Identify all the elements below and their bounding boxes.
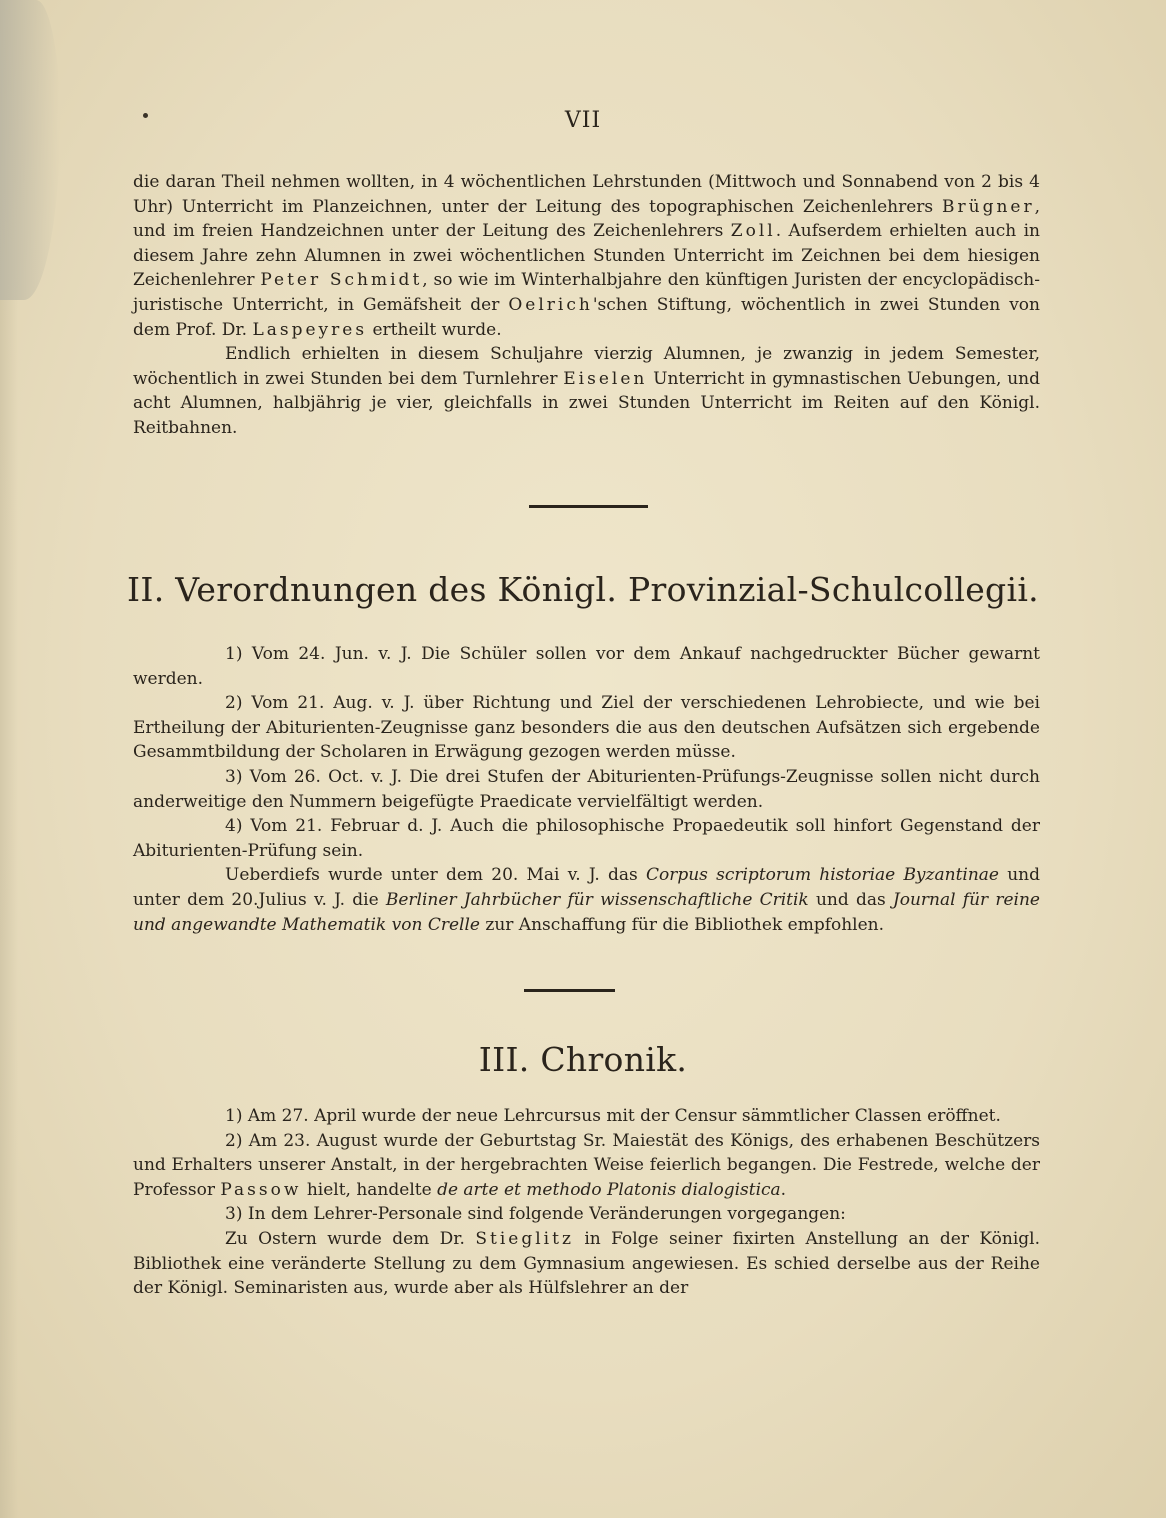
- page-number: VII: [564, 108, 602, 133]
- section-3-heading: III. Chronik.: [478, 1040, 688, 1079]
- person-name: Oelrich: [508, 294, 593, 315]
- chronicle-item: 1) Am 27. April wurde der neue Lehrcursus mit der Censur sämmtlicher Classen eröffnet.: [225, 1106, 1001, 1126]
- intro-text: [133, 170, 1040, 441]
- intro-paragraph-1: die daran Theil nehmen wollten, in 4 wöchentlichen Lehrstunden (Mittwoch und Sonnabend von 2 bis 4 Uhr) Unterricht im Planzeichnen, unter der Leitung des topographischen Zeichenlehrers Brügner, und im freien Handzeichnen unter der Leitung des Zeichenlehrers Zoll. Aufserdem erhielten auch in diesem Jahre zehn Alumnen in zwei wöchentlichen Stunden Unterricht im Zeichnen bei dem hiesigen Zeichenlehrer Peter Schmidt, so wie im Winterhalbjahre den künftigen Juristen der encyclopädisch-juristische Unterricht, in Gemäfsheit der Oelrich'schen Stiftung, wöchentlich in zwei Stunden von dem Prof. Dr. Laspeyres ertheilt wurde.: [133, 172, 1041, 340]
- decree-item: 4) Vom 21. Februar d. J. Auch die philosophische Propaedeutik soll hinfort Gegenstand der Abiturienten-Prüfung sein.: [133, 816, 1040, 861]
- person-name: Laspeyres: [252, 319, 368, 340]
- section-2-heading: II. Verordnungen des Königl. Provinzial-Schulcollegii.: [127, 570, 1039, 609]
- chronicle-item-text: Zu Ostern wurde dem Dr. Stieglitz in Folge seiner fixirten Anstellung an der Königl. Bibliothek eine veränderte Stellung zu dem Gymnasium angewiesen. Es schied derselbe aus der Reihe der Königl. Seminaristen aus, wurde aber als Hülfslehrer an der: [133, 1228, 1040, 1299]
- chronicle-item: 2) Am 23. August wurde der Geburtstag Sr. Maiestät des Königs, des erhabenen Beschützers und Erhalters unserer Anstalt, in der hergebrachten Weise feierlich begangen. Die Festrede, welche der Professor Passow hielt, handelte de arte et methodo Platonis dialogistica.: [133, 1130, 1040, 1200]
- page-stain: [0, 0, 60, 300]
- person-name: Eiselen: [563, 368, 648, 389]
- section-divider: [529, 505, 648, 508]
- person-name: Brügner: [942, 196, 1035, 217]
- decree-item: 1) Vom 24. Jun. v. J. Die Schüler sollen vor dem Ankauf nachgedruckter Bücher gewarnt werden.: [133, 644, 1040, 689]
- decree-item: 3) Vom 26. Oct. v. J. Die drei Stufen der Abiturienten-Prüfungs-Zeugnisse sollen nicht durch anderweitige den Nummern beigefügte Praedicate vervielfältigt werden.: [133, 766, 1040, 812]
- page-edge-stain: [0, 300, 18, 1518]
- section-divider: [524, 989, 615, 992]
- decree-closing: Ueberdiefs wurde unter dem 20. Mai v. J. das Corpus scriptorum historiae Byzantinae und unter dem 20.Julius v. J. die Berliner Jahrbücher für wissenschaftliche Critik und das Journal für reine und angewandte Mathematik von Crelle zur Anschaffung für die Bibliothek empfohlen.: [133, 865, 1040, 935]
- chronicle-item: 3) In dem Lehrer-Personale sind folgende Veränderungen vorgegangen:: [225, 1204, 846, 1225]
- section-3-body: [133, 1104, 1040, 1301]
- person-name: Stieglitz: [475, 1228, 574, 1249]
- section-2-body: [133, 642, 1040, 937]
- intro-paragraph-2: Endlich erhielten in diesem Schuljahre vierzig Alumnen, je zwanzig in jedem Semester, wöchentlich in zwei Stunden bei dem Turnlehrer Eiselen Unterricht in gymnastischen Uebungen, und acht Alumnen, halbjährig je vier, gleichfalls in zwei Stunden Unterricht im Reiten auf den Königl. Reitbahnen.: [133, 344, 1040, 438]
- person-name: Peter Schmidt: [260, 270, 423, 291]
- person-name: Passow: [220, 1179, 302, 1200]
- person-name: Zoll: [730, 221, 776, 242]
- decree-item: 2) Vom 21. Aug. v. J. über Richtung und Ziel der verschiedenen Lehrobiecte, und wie bei Ertheilung der Abiturienten-Zeugnisse ganz besonders die aus den deutschen Aufsätzen sich ergebende Gesammtbildung der Scholaren in Erwägung gezogen werden müsse.: [133, 693, 1040, 763]
